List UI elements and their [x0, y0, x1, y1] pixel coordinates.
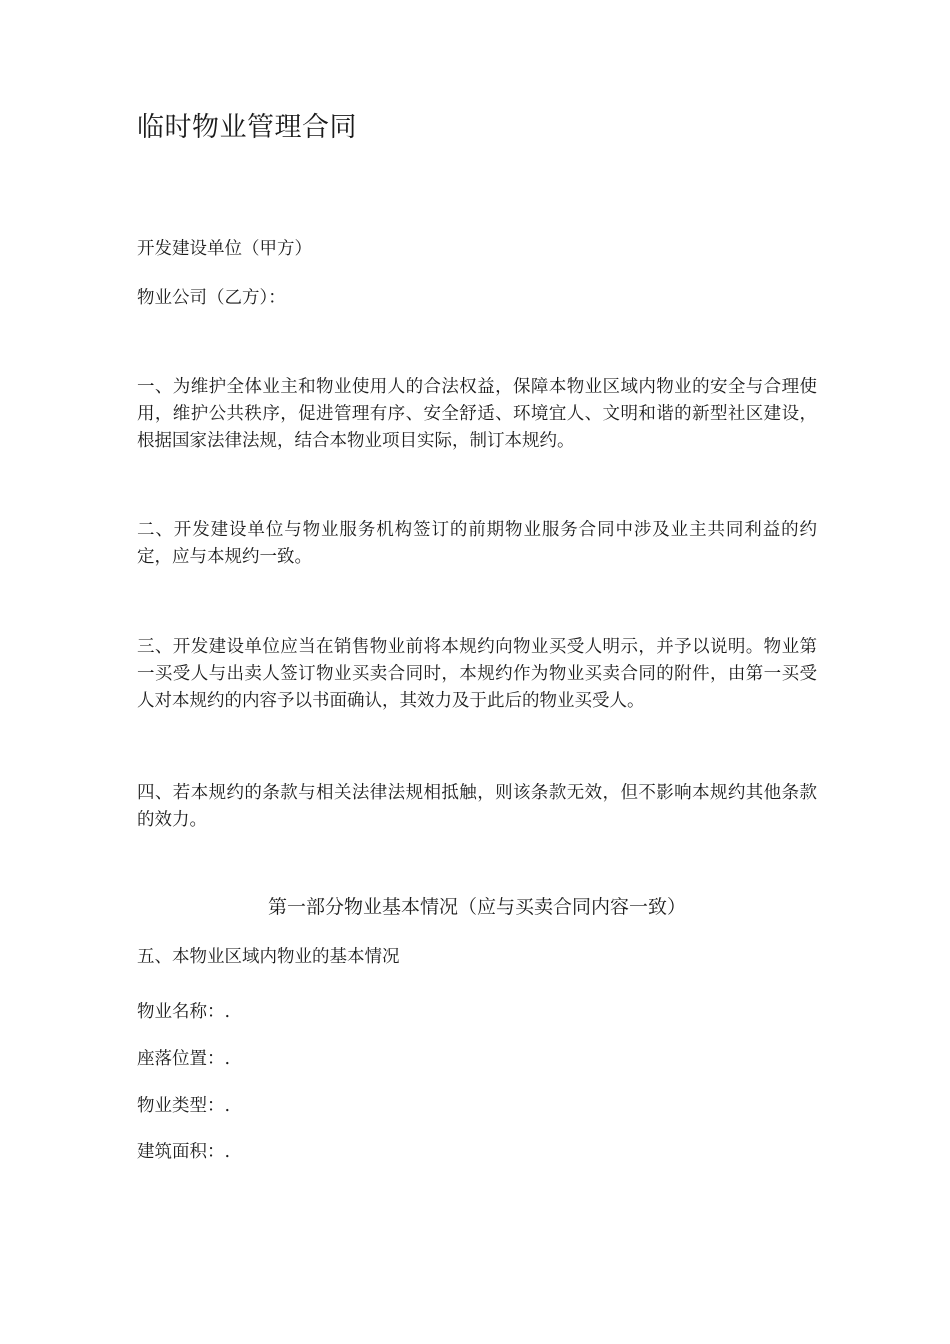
field-property-name: 物业名称：.: [137, 1002, 231, 1022]
clause-5: 五、本物业区域内物业的基本情况: [137, 947, 400, 967]
clause-3: 三、开发建设单位应当在销售物业前将本规约向物业买受人明示，并予以说明。物业第一买受人与出卖人签订物业买卖合同时，本规约作为物业买卖合同的附件，由第一买受人对本规约的内容予以书面确认，其效力及于此后的物业买受人。: [137, 637, 817, 711]
party-a-label: 开发建设单位（甲方）: [137, 239, 312, 259]
field-floor-area: 建筑面积：.: [137, 1142, 231, 1162]
clause-2: 二、开发建设单位与物业服务机构签订的前期物业服务合同中涉及业主共同利益的约定，应与本规约一致。: [137, 520, 817, 567]
field-location: 座落位置：.: [137, 1049, 231, 1069]
field-property-type: 物业类型：.: [137, 1096, 231, 1116]
clause-1: 一、为维护全体业主和物业使用人的合法权益，保障本物业区域内物业的安全与合理使用，维护公共秩序，促进管理有序、安全舒适、环境宜人、文明和谐的新型社区建设，根据国家法律法规，结合本物业项目实际，制订本规约。: [137, 377, 817, 451]
document-title: 临时物业管理合同: [137, 112, 357, 143]
party-b-label: 物业公司（乙方）：: [137, 288, 286, 308]
section-heading-part-one: 第一部分物业基本情况（应与买卖合同内容一致）: [267, 896, 686, 918]
clause-4: 四、若本规约的条款与相关法律法规相抵触，则该条款无效，但不影响本规约其他条款的效力。: [137, 783, 817, 830]
